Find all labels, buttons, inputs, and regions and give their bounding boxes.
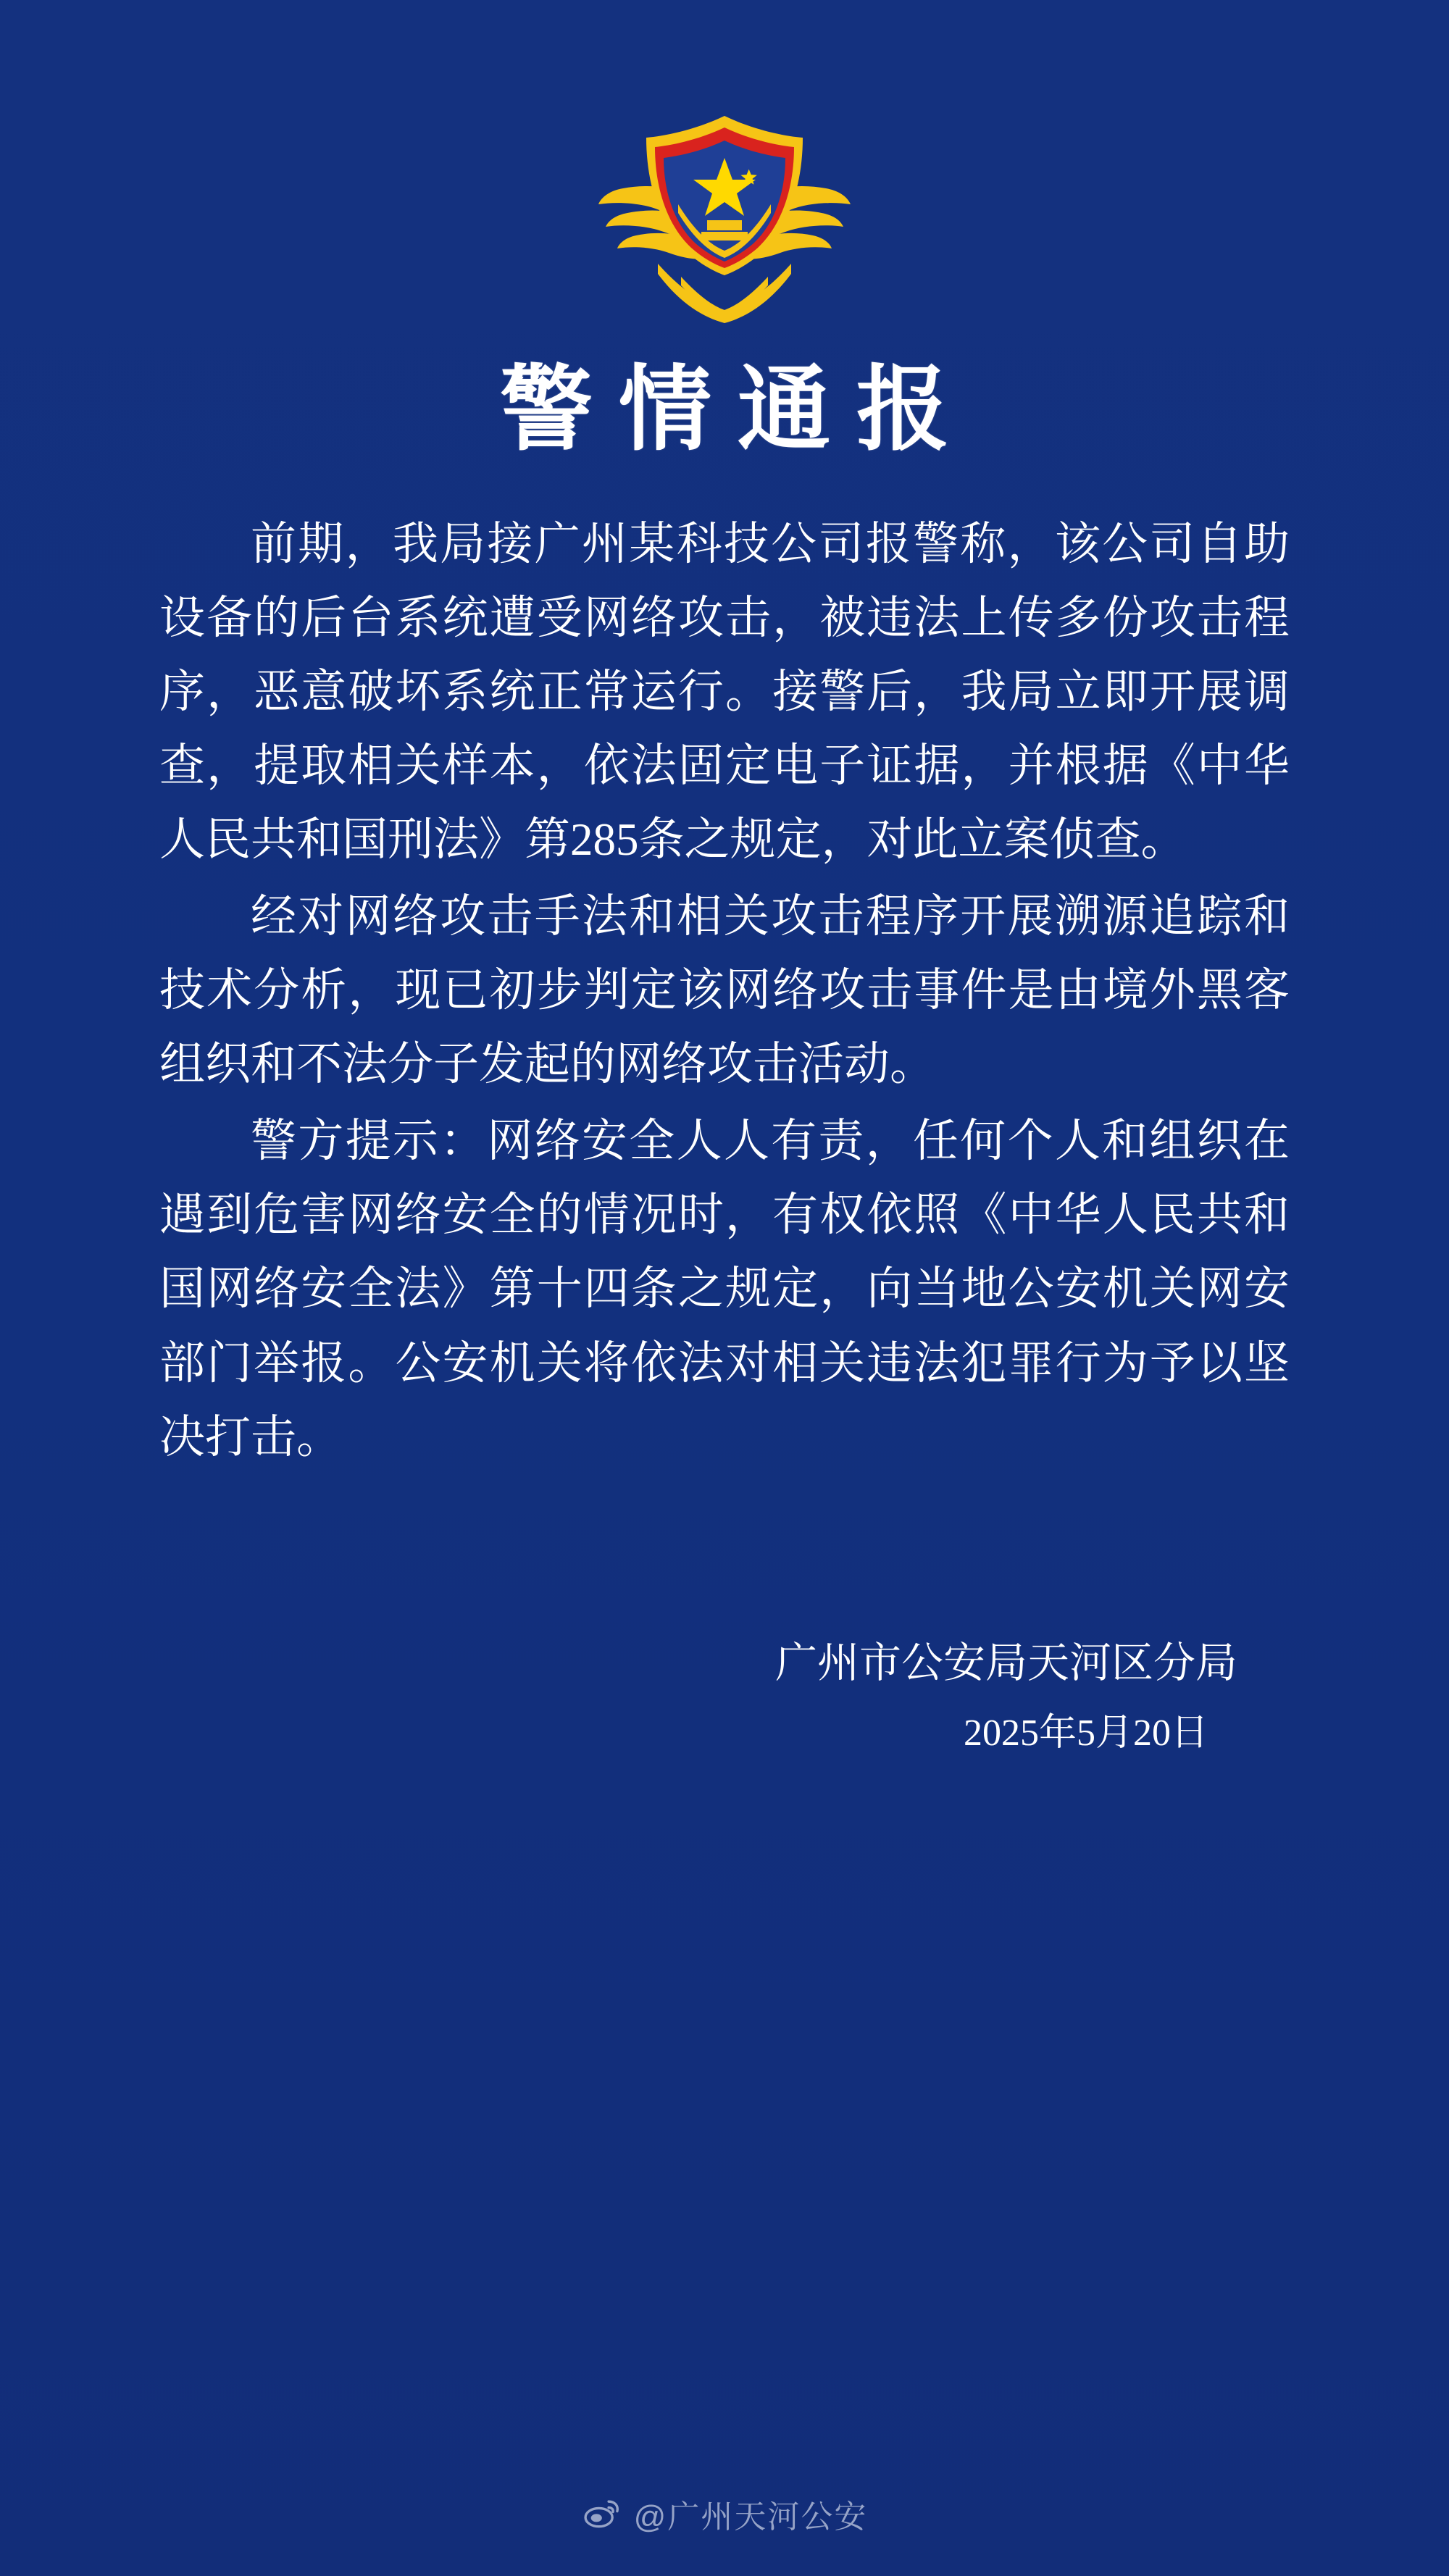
issue-date: 2025年5月20日 — [963, 1712, 1208, 1754]
paragraph-1: 前期，我局接广州某科技公司报警称，该公司自助设备的后台系统遭受网络攻击，被违法上传多份攻击程序，恶意破坏系统正常运行。接警后，我局立即开展调查，提取相关样本，依法固定电子证据，并根据《中华人民共和国刑法》第285条之规定，对此立案侦查。 — [159, 519, 1290, 866]
notice-body — [159, 507, 1290, 1477]
weibo-icon — [582, 2494, 621, 2533]
signature-block — [159, 1629, 1290, 1764]
paragraph-3: 警方提示：网络安全人人有责，任何个人和组织在遇到危害网络安全的情况时，有权依照《中华人民共和国网络安全法》第十四条之规定，向当地公安机关网安部门举报。公安机关将依法对相关违法犯罪行为予以坚决打击。 — [159, 1116, 1290, 1463]
china-police-emblem-icon — [572, 96, 877, 335]
footer-account: @广州天河公安 — [633, 2499, 868, 2535]
footer-watermark — [0, 2491, 1449, 2537]
page-title: 警情通报 — [499, 359, 975, 461]
police-emblem — [572, 96, 877, 335]
paragraph-2: 经对网络攻击手法和相关攻击程序开展溯源追踪和技术分析，现已初步判定该网络攻击事件是由境外黑客组织和不法分子发起的网络攻击活动。 — [159, 891, 1290, 1090]
issuing-authority: 广州市公安局天河区分局 — [774, 1639, 1237, 1686]
